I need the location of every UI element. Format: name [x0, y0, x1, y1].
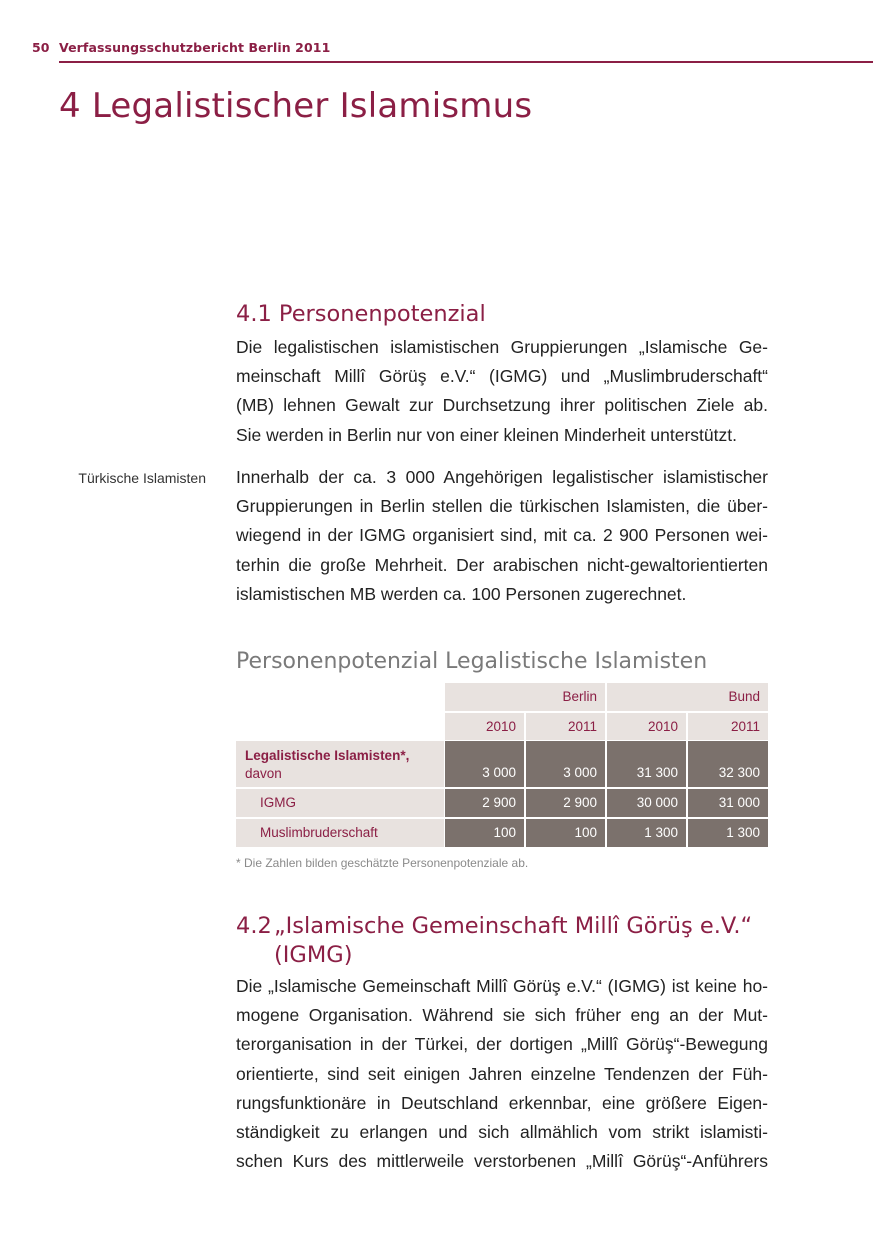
- table-cell: 1 300: [607, 819, 686, 847]
- table-cell: 1 300: [688, 819, 768, 847]
- paragraph-intro: [236, 333, 768, 450]
- paragraph-tuerkische-islamisten: [236, 463, 768, 609]
- text-line: Sie werden in Berlin nur von einer kleinen Minderheit unterstützt.: [236, 424, 737, 445]
- text-line: terorganisation in der Türkei, der dortigen „Millî Görüş“-Bewegung: [236, 1034, 768, 1055]
- group-header-bund: Bund: [607, 683, 768, 711]
- table-row-label: IGMG: [236, 789, 444, 817]
- text-line: mogene Organisation. Während sie sich früher eng an der Mut-: [236, 1005, 768, 1026]
- table-cell: 2 900: [526, 789, 605, 817]
- table-row-label: Muslimbruderschaft: [236, 819, 444, 847]
- page-number: 50: [32, 40, 50, 55]
- text-line: Gruppierungen in Berlin stellen die türkischen Islamisten, die über-: [236, 496, 768, 517]
- table-cell: 3 000: [526, 741, 605, 787]
- text-line: ständigkeit zu erlangen und sich allmählich vom strikt islamisti-: [236, 1122, 768, 1143]
- table-cell: 100: [526, 819, 605, 847]
- text-line: rungsfunktionäre in Deutschland erkennbar, eine größere Eigen-: [236, 1092, 768, 1113]
- table-cell: 31 300: [607, 741, 686, 787]
- section-heading-4-1: 4.1 Personenpotenzial: [236, 301, 486, 327]
- table-cell: 30 000: [607, 789, 686, 817]
- table-row-label: Legalistische Islamisten*, davon: [236, 741, 444, 787]
- section-heading-line1: „Islamische Gemeinschaft Millî Görüş e.V.“: [274, 913, 753, 939]
- paragraph-igmg: [236, 972, 768, 1176]
- header-rule: [59, 61, 873, 63]
- table-cell: 100: [445, 819, 524, 847]
- year-header: 2011: [526, 713, 605, 740]
- section-number: 4.2: [236, 913, 272, 939]
- running-header: [32, 40, 873, 55]
- margin-note: Türkische Islamisten: [78, 470, 206, 486]
- section-heading-4-2: [236, 912, 752, 970]
- text-line: orientierte, sind seit einigen Jahren einzelne Tendenzen der Füh-: [236, 1063, 768, 1084]
- year-header: 2010: [445, 713, 524, 740]
- text-line: islamistischen MB werden ca. 100 Personen zugerechnet.: [236, 583, 687, 604]
- running-title: Verfassungsschutzbericht Berlin 2011: [59, 40, 331, 55]
- section-heading-line2: (IGMG): [274, 942, 353, 968]
- text-line: terhin die große Mehrheit. Der arabischen nicht-gewaltorientierten: [236, 554, 768, 575]
- table-title: Personenpotenzial Legalistische Islamisten: [236, 649, 708, 674]
- table-cell: 32 300: [688, 741, 768, 787]
- year-header: 2010: [607, 713, 686, 740]
- table-footnote: * Die Zahlen bilden geschätzte Personenpotenziale ab.: [236, 856, 529, 870]
- text-line: Innerhalb der ca. 3 000 Angehörigen legalistischer islamistischer: [236, 467, 768, 487]
- chapter-title: 4 Legalistischer Islamismus: [59, 86, 533, 126]
- text-line: (MB) lehnen Gewalt zur Durchsetzung ihrer politischen Ziele ab.: [236, 395, 768, 416]
- text-line: schen Kurs des mittlerweile verstorbenen „Millî Görüş“-Anführers: [236, 1151, 768, 1172]
- table-cell: 3 000: [445, 741, 524, 787]
- group-header-berlin: Berlin: [445, 683, 605, 711]
- text-line: Die legalistischen islamistischen Gruppierungen „Islamische Ge-: [236, 337, 768, 357]
- table-cell: 2 900: [445, 789, 524, 817]
- text-line: Die „Islamische Gemeinschaft Millî Görüş e.V.“ (IGMG) ist keine ho-: [236, 976, 768, 996]
- year-header: 2011: [688, 713, 768, 740]
- text-line: wiegend in der IGMG organisiert sind, mit ca. 2 900 Personen wei-: [236, 525, 768, 546]
- table-cell: 31 000: [688, 789, 768, 817]
- text-line: meinschaft Millî Görüş e.V.“ (IGMG) und „Muslimbruderschaft“: [236, 366, 768, 387]
